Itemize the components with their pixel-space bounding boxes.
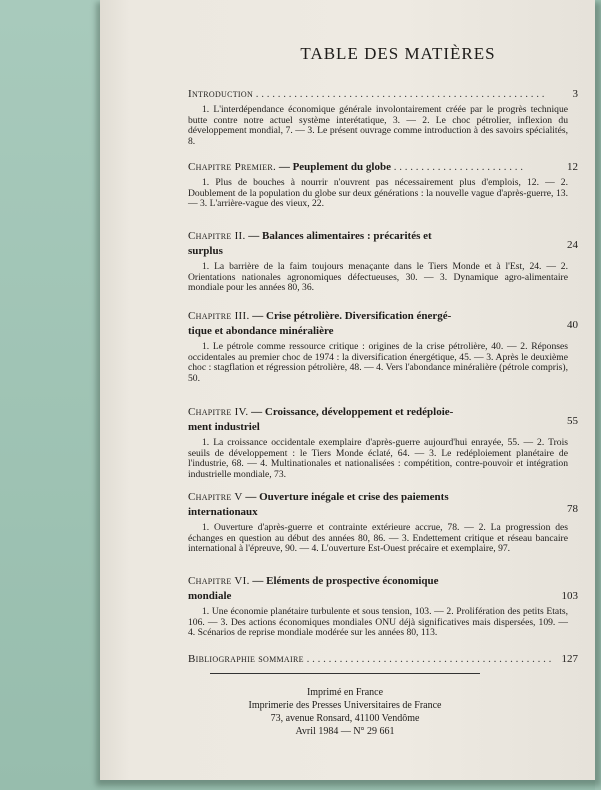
toc-heading: [188, 652, 578, 667]
book-page: [100, 0, 595, 780]
colophon-rule: [210, 673, 480, 674]
toc-summary: 1. Le pétrole comme ressource critique : origines de la crise pétrolière, 40. — 2. Réponses occidentales au premier choc de 1974 : la diversification énergétique, 45. — 3. Après le deuxième choc : stagflation et régression pétrolière, 48. — 4. Vers l'abondance minéralière (pétrole compris), 50.: [188, 341, 568, 384]
toc-page-number: 78: [567, 503, 578, 515]
toc-entry-chapter-6: [188, 574, 578, 639]
toc-page-number: 103: [561, 590, 578, 602]
toc-entry-introduction: [188, 87, 578, 147]
toc-heading-text: — Ouverture inégale et crise des paiements: [245, 491, 449, 503]
toc-page-number: 24: [567, 239, 578, 251]
toc-heading-text: — Croissance, développement et redéploie-: [251, 406, 454, 418]
colophon-line: Avril 1984 — N° 29 661: [295, 726, 395, 737]
colophon-line: Imprimerie des Presses Universitaires de France: [248, 700, 442, 711]
toc-heading: [188, 490, 578, 520]
toc-summary: 1. Ouverture d'après-guerre et contrainte extérieure accrue, 78. — 2. La progression des échanges en question au début des années 80, 86. — 3. Endettement critique et réseau bancaire international à l'épreuve, 90. — 4. L'ouverture Est-Ouest précaire et exemplaire, 97.: [188, 522, 568, 555]
toc-heading-text: — Crise pétrolière. Diversification énergé-: [252, 310, 452, 322]
leader-dots: . . . . . . . . . . . . . . . . . . . . . . . .: [393, 161, 523, 173]
toc-summary: 1. Plus de bouches à nourrir n'ouvrent pas nécessairement plus d'emplois, 12. — 2. Doublement de la population du globe sur deux générations : la nouvelle vague d'après-guerre, 13. — 3. L'arrière-vague des vieux, 22.: [188, 177, 568, 210]
toc-heading: [188, 160, 578, 175]
toc-label: Chapitre IV.: [188, 406, 249, 418]
toc-summary: 1. Une économie planétaire turbulente et sous tension, 103. — 2. Prolifération des petits Etats, 106. — 3. Des actions économiques mondiales ONU déjà significatives mais dispersées, 109. — 4. Scénarios de reprise mondiale modérée sur les années 80, 113.: [188, 606, 568, 639]
toc-page-number: 3: [572, 88, 578, 100]
toc-page-number: 127: [561, 653, 578, 665]
toc-label: Bibliographie sommaire: [188, 653, 304, 665]
toc-summary: 1. La croissance occidentale exemplaire d'après-guerre aujourd'hui enrayée, 55. — 2. Trois seuils de développement : le Tiers Monde éclaté, 64. — 3. Le redéploiement planétaire de l'industrie, 68. — 4. Multinationales et nationalisées : compétition, contre-pouvoir et intégration industrielle mondiale, 73.: [188, 437, 568, 480]
toc-heading: [188, 87, 578, 102]
toc-heading: [188, 229, 578, 259]
toc-page-number: 40: [567, 319, 578, 331]
leader-dots: . . . . . . . . . . . . . . . . . . . . . . . . . . . . . . . . . . . . . . . . . . . . . . . . . . . . .: [255, 88, 545, 100]
toc-label: Chapitre V: [188, 491, 243, 503]
toc-heading-text-cont: surplus: [188, 245, 223, 257]
toc-heading: [188, 574, 578, 604]
toc-heading: [188, 405, 578, 435]
toc-heading-text-cont: internationaux: [188, 506, 258, 518]
leader-dots: . . . . . . . . . . . . . . . . . . . . . . . . . . . . . . . . . . . . . . . . . . . . .: [306, 653, 552, 665]
toc-page-number: 55: [567, 415, 578, 427]
toc-heading-text-cont: tique et abondance minéralière: [188, 325, 334, 337]
toc-summary: 1. L'interdépendance économique générale involontairement créée par le progrès technique butte contre notre actuel système interétatique, 3. — 2. Le choc pétrolier, inflexion du développement mondial, 7. — 3. Le présent ouvrage comme introduction à des savoirs spécialités, 8.: [188, 104, 568, 147]
toc-summary: 1. La barrière de la faim toujours menaçante dans le Tiers Monde et à l'Est, 24. — 2. Orientations nationales agronomiques défectueuses, 30. — 3. Dynamique agro-alimentaire mondiale pour les années 80, 36.: [188, 261, 568, 294]
toc-heading-text-cont: mondiale: [188, 590, 232, 602]
toc-heading-text: — Balances alimentaires : précarités et: [248, 230, 432, 242]
toc-label: Chapitre VI.: [188, 575, 250, 587]
page-title: TABLE DES MATIÈRES: [300, 44, 496, 63]
colophon-line: Imprimé en France: [306, 687, 384, 698]
toc-entry-chapter-4: [188, 405, 578, 480]
toc-label: Chapitre Premier.: [188, 161, 277, 173]
toc-heading-text: — Peuplement du globe: [278, 161, 391, 173]
toc-entry-bibliography: [188, 652, 578, 667]
toc-heading-text: — Eléments de prospective économique: [252, 575, 439, 587]
toc-heading: [188, 309, 578, 339]
toc-label: Chapitre III.: [188, 310, 250, 322]
toc-entry-chapter-2: [188, 229, 578, 294]
toc-entry-chapter-3: [188, 309, 578, 384]
toc-label: Chapitre II.: [188, 230, 246, 242]
printer-colophon: [210, 686, 480, 738]
toc-entry-chapter-5: [188, 490, 578, 555]
toc-entry-chapter-1: [188, 160, 578, 210]
colophon-line: 73, avenue Ronsard, 41100 Vendôme: [270, 713, 420, 724]
toc-label: Introduction: [188, 88, 254, 100]
toc-heading-text-cont: ment industriel: [188, 421, 260, 433]
toc-page-number: 12: [567, 161, 578, 173]
